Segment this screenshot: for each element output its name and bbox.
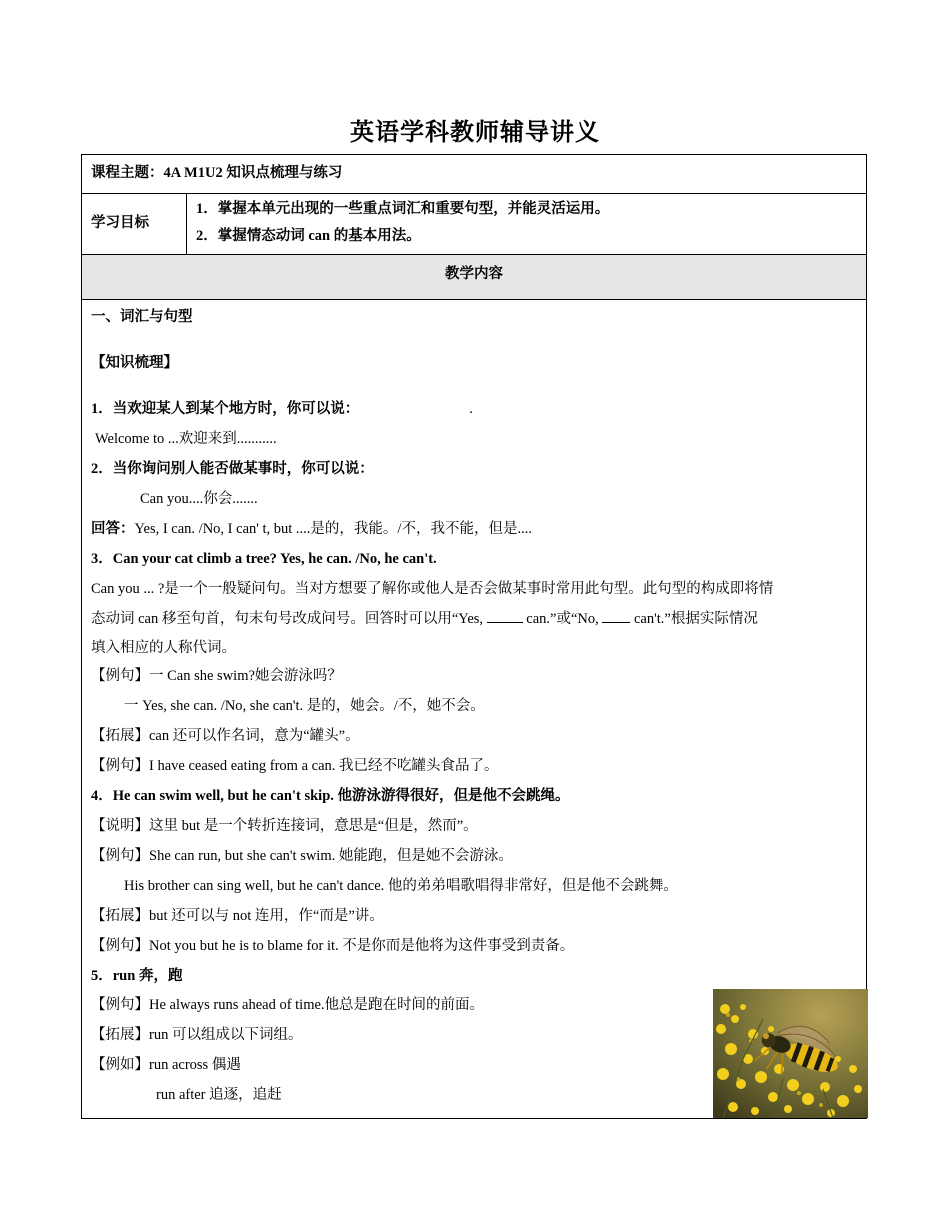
line-2-part-a: 态动词 can 移至句首，句末句号改成问号。回答时可以用“Yes, xyxy=(91,611,487,627)
line-2-part-b: can.”或“No, xyxy=(522,611,603,627)
example-phrase: 【例如】run across 偶遇 xyxy=(91,1057,241,1073)
point-1-dot: . xyxy=(469,401,473,417)
wasp-on-flowers-photo xyxy=(713,989,868,1118)
learning-goals-row xyxy=(82,194,866,255)
fill-blank xyxy=(487,610,523,623)
subsection-heading: 【知识梳理】 xyxy=(91,355,178,371)
point-3-line-3: 填入相应的人称代词。 xyxy=(91,640,236,656)
explanation-note: 【说明】这里 but 是一个转折连接词，意思是“但是，然而”。 xyxy=(91,818,478,834)
point-2-answer: Can you....你会....... xyxy=(140,491,258,507)
goal-item: 1．掌握本单元出现的一些重点词汇和重要句型，并能灵活运用。 xyxy=(196,201,610,217)
page-title: 英语学科教师辅导讲义 xyxy=(350,120,600,146)
example-sentence: His brother can sing well, but he can't dance. 他的弟弟唱歌唱得非常好，但是他不会跳舞。 xyxy=(124,878,678,894)
point-1-question xyxy=(91,397,473,418)
course-topic: 课程主题：4A M1U2 知识点梳理与练习 xyxy=(82,155,866,194)
example-sentence: 【例句】Not you but he is to blame for it. 不是你而是他将为这件事受到责备。 xyxy=(91,938,575,954)
point-2-reply xyxy=(91,517,532,538)
point-3-heading: 3．Can your cat climb a tree? Yes, he can. /No, he can't. xyxy=(91,551,437,567)
example-sentence: 【例句】I have ceased eating from a can. 我已经不吃罐头食品了。 xyxy=(91,758,499,774)
goal-item: 2．掌握情态动词 can 的基本用法。 xyxy=(196,228,421,244)
point-5-heading: 5．run 奔，跑 xyxy=(91,968,183,984)
content-body xyxy=(82,300,866,1118)
example-sentence: 【例句】一 Can she swim?她会游泳吗？ xyxy=(91,668,342,684)
extension-note: 【拓展】run 可以组成以下词组。 xyxy=(91,1027,303,1043)
fill-blank xyxy=(602,610,630,623)
example-sentence: 一 Yes, she can. /No, she can't. 是的，她会。/不，她不会。 xyxy=(124,698,485,714)
point-2-question: 2．当你询问别人能否做某事时，你可以说： xyxy=(91,461,374,477)
reply-text: Yes, I can. /No, I can' t, but ....是的，我能。/不，我不能，但是.... xyxy=(134,521,532,537)
reply-label: 回答： xyxy=(91,521,135,537)
extension-note: 【拓展】can 还可以作名词，意为“罐头”。 xyxy=(91,728,360,744)
line-2-part-c: can't.”根据实际情况 xyxy=(630,611,758,627)
handout-table xyxy=(81,154,867,1119)
example-sentence: 【例句】She can run, but she can't swim. 她能跑，但是她不会游泳。 xyxy=(91,848,513,864)
extension-note: 【拓展】but 还可以与 not 连用，作“而是”讲。 xyxy=(91,908,384,924)
content-header: 教学内容 xyxy=(82,255,866,300)
point-1-text: 1．当欢迎某人到某个地方时，你可以说： xyxy=(91,401,360,417)
learning-goals-label: 学习目标 xyxy=(82,194,187,254)
point-3-line-1: Can you ... ?是一个一般疑问句。当对方想要了解你或他人是否会做某事时常用此句型。此句型的构成即将情 xyxy=(91,581,774,597)
example-phrase: run after 追逐，追赶 xyxy=(156,1087,282,1103)
point-1-answer: Welcome to ...欢迎来到........... xyxy=(95,431,277,447)
point-4-heading: 4．He can swim well, but he can't skip. 他游泳游得很好，但是他不会跳绳。 xyxy=(91,788,570,804)
section-heading: 一、词汇与句型 xyxy=(91,309,193,325)
point-3-line-2 xyxy=(91,607,758,628)
learning-goals-list xyxy=(187,194,618,254)
example-sentence: 【例句】He always runs ahead of time.他总是跑在时间的前面。 xyxy=(91,997,485,1013)
